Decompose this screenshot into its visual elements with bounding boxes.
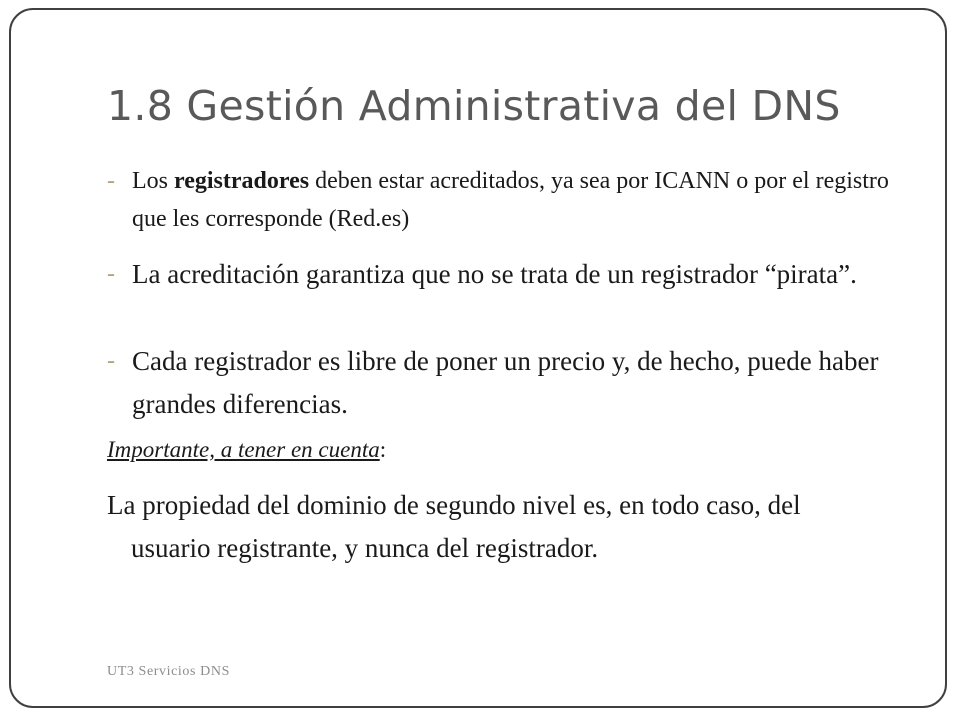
bullet-marker: - [107, 168, 115, 194]
bullet-text-end: deben estar acreditados, ya sea por ICANN o por el registro que les corresponde (Red.es) [132, 168, 889, 232]
bullet-item-acreditacion [107, 253, 897, 296]
bullet-text: La acreditación garantiza que no se trata de un registrador “pirata”. [132, 259, 857, 289]
slide-title: 1.8 Gestión Administrativa del DNS [107, 82, 841, 130]
paragraph-line-2: usuario registrante, y nunca del registrador. [131, 533, 599, 563]
bullet-text-start: Los [132, 168, 174, 194]
bullet-marker: - [107, 348, 115, 374]
important-label: Importante, a tener en cuenta [107, 437, 380, 462]
bullet-bold-term: registradores [174, 168, 310, 194]
slide-footer: UT3 Servicios DNS [107, 664, 230, 679]
important-colon: : [379, 437, 387, 462]
paragraph-line-1: La propiedad del dominio de segundo nivel es, en todo caso, del [107, 490, 801, 520]
important-note [107, 434, 386, 466]
bullet-marker: - [107, 261, 115, 287]
ownership-paragraph [107, 484, 917, 570]
bullet-item-precio [107, 340, 897, 426]
bullet-text: Cada registrador es libre de poner un precio y, de hecho, puede haber grandes diferencias. [132, 346, 879, 419]
bullet-item-registradores [107, 162, 897, 238]
bullet-text [132, 162, 897, 238]
